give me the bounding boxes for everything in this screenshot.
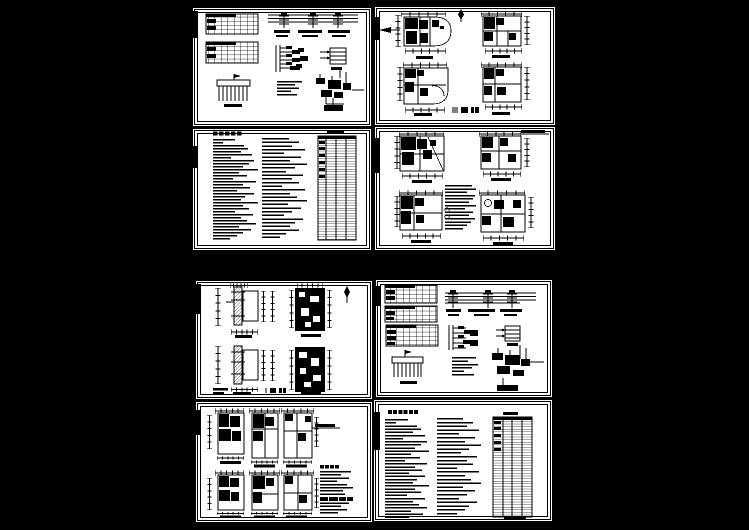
notes-heading xyxy=(213,132,242,136)
plan-title-smudge xyxy=(286,465,307,468)
binding-tab xyxy=(375,138,380,173)
sheet-3-design-notes xyxy=(193,129,371,250)
plan-title-smudge xyxy=(491,178,511,181)
binding-tab xyxy=(374,412,380,450)
circuit-schedule-table-1 xyxy=(385,285,437,303)
sheet-6-electrical-schematics xyxy=(376,280,552,397)
circuit-schedule-table-2 xyxy=(385,306,437,322)
plan-title-smudge xyxy=(220,516,241,519)
detail-title-smudge xyxy=(301,392,321,395)
table-title-smudge xyxy=(503,412,518,415)
leader-note-smudge xyxy=(315,424,335,427)
sheet-4-floor-plans xyxy=(375,127,555,250)
plan-title-smudge xyxy=(254,516,275,519)
binding-tab xyxy=(196,410,201,435)
plan-title-smudge xyxy=(412,180,432,183)
plan-title-smudge xyxy=(493,242,513,245)
detail-title-smudge xyxy=(301,334,321,337)
sheet-8-design-notes xyxy=(374,400,552,521)
sheet-5-sections-details xyxy=(196,281,372,399)
binding-tab xyxy=(193,146,198,168)
table-footer-smudge xyxy=(504,518,526,520)
circuit-schedule-table-2 xyxy=(206,42,258,63)
plan-title-smudge xyxy=(286,516,307,519)
plan-title-smudge xyxy=(254,465,275,468)
circuit-schedule-table-1 xyxy=(206,14,258,34)
binding-tab xyxy=(375,17,379,40)
schedule-table xyxy=(493,412,532,520)
plan-title-smudge xyxy=(414,113,432,116)
sheet-7-floor-plans xyxy=(196,402,372,522)
plan-title-smudge xyxy=(416,56,433,59)
notes-bar xyxy=(320,497,353,501)
plan-title-smudge xyxy=(411,240,431,243)
table-title-smudge xyxy=(327,131,344,134)
plan-title-smudge xyxy=(492,55,510,58)
caption-smudge xyxy=(224,104,242,107)
binding-tab xyxy=(196,284,201,314)
sheet-1-electrical-schematics xyxy=(193,8,371,126)
section-title-smudge xyxy=(235,335,252,338)
plan-title-smudge xyxy=(492,112,510,115)
sheet-2-floor-plans xyxy=(375,7,555,125)
binding-tab xyxy=(193,11,198,38)
leader-note-smudge xyxy=(521,130,545,133)
schedule-table xyxy=(318,131,356,240)
caption-smudge xyxy=(400,381,417,384)
circuit-schedule-table-3 xyxy=(386,325,438,346)
scale-marks xyxy=(452,107,479,113)
section-title-smudge xyxy=(233,392,251,395)
plan-title-smudge xyxy=(220,461,241,464)
binding-tab xyxy=(376,286,380,306)
